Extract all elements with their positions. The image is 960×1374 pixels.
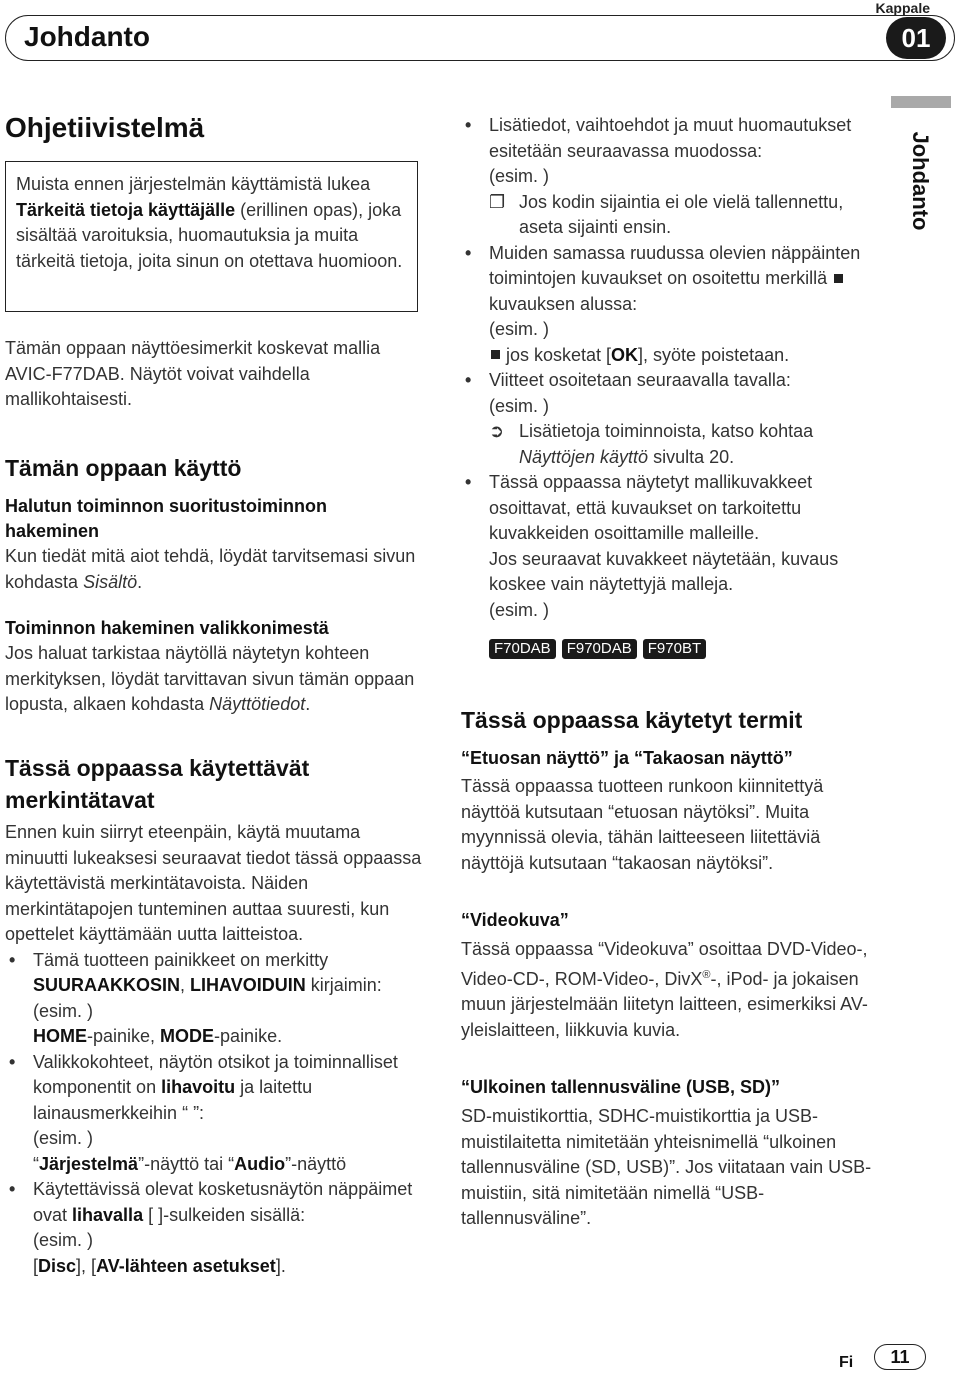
- menu-end: .: [305, 694, 311, 714]
- example-label: (esim. ): [33, 1128, 93, 1148]
- menu-paragraph: [5, 641, 423, 718]
- note-example: ❐ Jos kodin sijaintia ei ole vielä tallennettu, aseta sijainti ensin.: [489, 191, 844, 237]
- intro-paragraph: Tämän oppaan näyttöesimerkit koskevat mallia AVIC-F77DAB. Näytöt voivat vaihdella mallikohtaisesti.: [5, 338, 381, 409]
- conventions-paragraph: Ennen kuin siirryt eteenpäin, käytä muutama minuutti lukeaksesi seuraavat tiedot tässä oppaassa käytettävistä merkintätavoista. Näiden merkintätapojen tunteminen auttaa suuresti, kun opettelet käyttämään uutta laitteistoa.: [5, 822, 422, 944]
- conventions-section: [5, 752, 423, 1279]
- model-badge: F970BT: [643, 639, 706, 659]
- page-number: 11: [874, 1344, 926, 1370]
- example-label: (esim. ): [489, 319, 549, 339]
- notice-rest: (erillinen opas), joka sisältää varoituksia, huomautuksia ja muita tärkeitä tietoja, joita sinun on otettava huomioon.: [16, 199, 403, 271]
- menu-text: Jos haluat tarkistaa näytöllä näytetyn kohteen merkityksen, löydät tarvittavan sivun tämän oppaan lopusta, alkaen kohdasta: [5, 643, 415, 714]
- page-title: Johdanto: [24, 21, 150, 52]
- term-text: SD-muistikorttia, SDHC-muistikorttia ja USB-muistilaitetta nimitetään yhteisnimellä “ulkoinen tallennusväline (SD, USB)”. Jos viitataan vain USB-muistiin, sitä nimitetään nimellä “USB-tallennusväline”.: [461, 1106, 872, 1228]
- bullet-icon: •: [465, 242, 472, 263]
- side-tab-label: Johdanto: [908, 131, 933, 231]
- notice-box: [5, 161, 418, 312]
- terms-section: [461, 704, 881, 1232]
- right-notes: [461, 113, 881, 623]
- bullet-icon: •: [9, 1051, 16, 1072]
- list-item: • Valikkokohteet, näytön otsikot ja toiminnalliset komponentit on lihavoitu ja laitettu lainausmerkkeihin “ ”: (esim. ) “Järjestelmä”-näyttö tai “Audio”-näyttö: [9, 1051, 398, 1174]
- usage-heading: Tämän oppaan käyttö: [5, 455, 242, 481]
- side-tab-marker: [891, 96, 951, 108]
- term-heading: “Videokuva”: [461, 910, 569, 930]
- list-item: • Käytettävissä olevat kosketusnäytön näppäimet ovat lihavalla [ ]-sulkeiden sisällä: (esim. ) [Disc], [AV-lähteen asetukset].: [9, 1179, 413, 1276]
- bullet-icon: •: [9, 949, 16, 970]
- notice-bold: Tärkeitä tietoja käyttäjälle: [16, 199, 236, 220]
- main-heading-wrap: [5, 112, 423, 144]
- conventions-heading: Tässä oppaassa käytettävät merkintätavat: [5, 755, 310, 813]
- square-marker-icon: [834, 274, 843, 283]
- term-text: Tässä oppaassa “Videokuva” osoittaa DVD-Video-, Video-CD-, ROM-Video-, DivX®-, iPod- ja jokaisen muun järjestelmään liitetyn laitteen, esimerkiksi AV-yleislaitteen, liikkuvia kuvia.: [461, 939, 868, 1040]
- menu-heading: Toiminnon hakeminen valikkonimestä: [5, 618, 329, 638]
- model-badge: F70DAB: [489, 639, 556, 659]
- list-item: • Tässä oppaassa näytetyt mallikuvakkeet osoittavat, että kuvaukset on tarkoitettu kuvakkeiden osoittamille malleille. Jos seuraavat kuvakkeet näytetään, kuvaus koskee vain näytettyjä malleja. (esim. ): [465, 472, 839, 620]
- example-label: (esim. ): [489, 166, 549, 186]
- model-badge: F970DAB: [562, 639, 637, 659]
- example-label: (esim. ): [489, 395, 549, 416]
- notice-text: [16, 172, 407, 274]
- list-item: • Muiden samassa ruudussa olevien näppäinten toimintojen kuvaukset on osoitettu merkillä kuvauksen alussa: (esim. ) jos kosketat [OK], syöte poistetaan.: [465, 242, 861, 365]
- usage-section: [5, 452, 423, 718]
- conventions-list: [5, 948, 423, 1280]
- term-text: Tässä oppaassa tuotteen runkoon kiinnitettyä näyttöä kutsutaan “etuosan näytöksi”. Muita myynnissä olevia, tähän laitteeseen liitettäviä näyttöjä kutsutaan “takaosan näytöksi”.: [461, 776, 824, 873]
- find-text: Kun tiedät mitä aiot tehdä, löydät tarvitsemasi sivun kohdasta: [5, 546, 416, 592]
- term-heading: “Ulkoinen tallennusväline (USB, SD)”: [461, 1077, 781, 1097]
- find-paragraph: [5, 544, 423, 595]
- chapter-label: Kappale: [875, 0, 930, 16]
- arrow-icon: ➲: [489, 421, 505, 441]
- list-item: • Tämä tuotteen painikkeet on merkitty SUURAAKKOSIN, LIHAVOIDUIN kirjaimin: (esim. ) HOME-painike, MODE-painike.: [9, 949, 382, 1046]
- notice-line1: Muista ennen järjestelmän käyttämistä lukea: [16, 174, 371, 194]
- main-heading: Ohjetiivistelmä: [5, 112, 205, 143]
- notation-list: [461, 113, 881, 623]
- checkbox-icon: ❐: [489, 191, 506, 212]
- example-label: (esim. ): [489, 599, 549, 620]
- menu-italic: Näyttötiedot: [209, 694, 306, 714]
- example-label: (esim. ): [33, 1000, 93, 1021]
- terms-heading: Tässä oppaassa käytetyt termit: [461, 707, 803, 733]
- bullet-icon: •: [9, 1179, 16, 1199]
- bullet-icon: •: [465, 370, 472, 390]
- footer-language: Fi: [839, 1354, 854, 1371]
- find-italic: Sisältö: [83, 571, 138, 592]
- list-item: • Viitteet osoitetaan seuraavalla tavalla: (esim. ) ➲ Lisätietoja toiminnoista, katso kohtaa Näyttöjen käyttö sivulta 20.: [461, 368, 881, 470]
- chapter-number: 01: [886, 17, 946, 59]
- find-heading: Halutun toiminnon suoritustoiminnon hakeminen: [5, 496, 327, 541]
- bullet-icon: •: [465, 472, 472, 492]
- list-item: • Lisätiedot, vaihtoehdot ja muut huomautukset esitetään seuraavassa muodossa: (esim. ) ❐ Jos kodin sijaintia ei ole vielä tallennettu, aseta sijainti ensin.: [461, 113, 881, 241]
- term-heading: “Etuosan näyttö” ja “Takaosan näyttö”: [461, 748, 793, 768]
- square-marker-icon: [491, 350, 500, 359]
- example-label: (esim. ): [33, 1230, 93, 1250]
- model-badges: [489, 639, 706, 659]
- bullet-icon: •: [465, 115, 472, 135]
- reference-example: ➲ Lisätietoja toiminnoista, katso kohtaa Näyttöjen käyttö sivulta 20.: [489, 421, 814, 467]
- find-end: .: [137, 571, 143, 592]
